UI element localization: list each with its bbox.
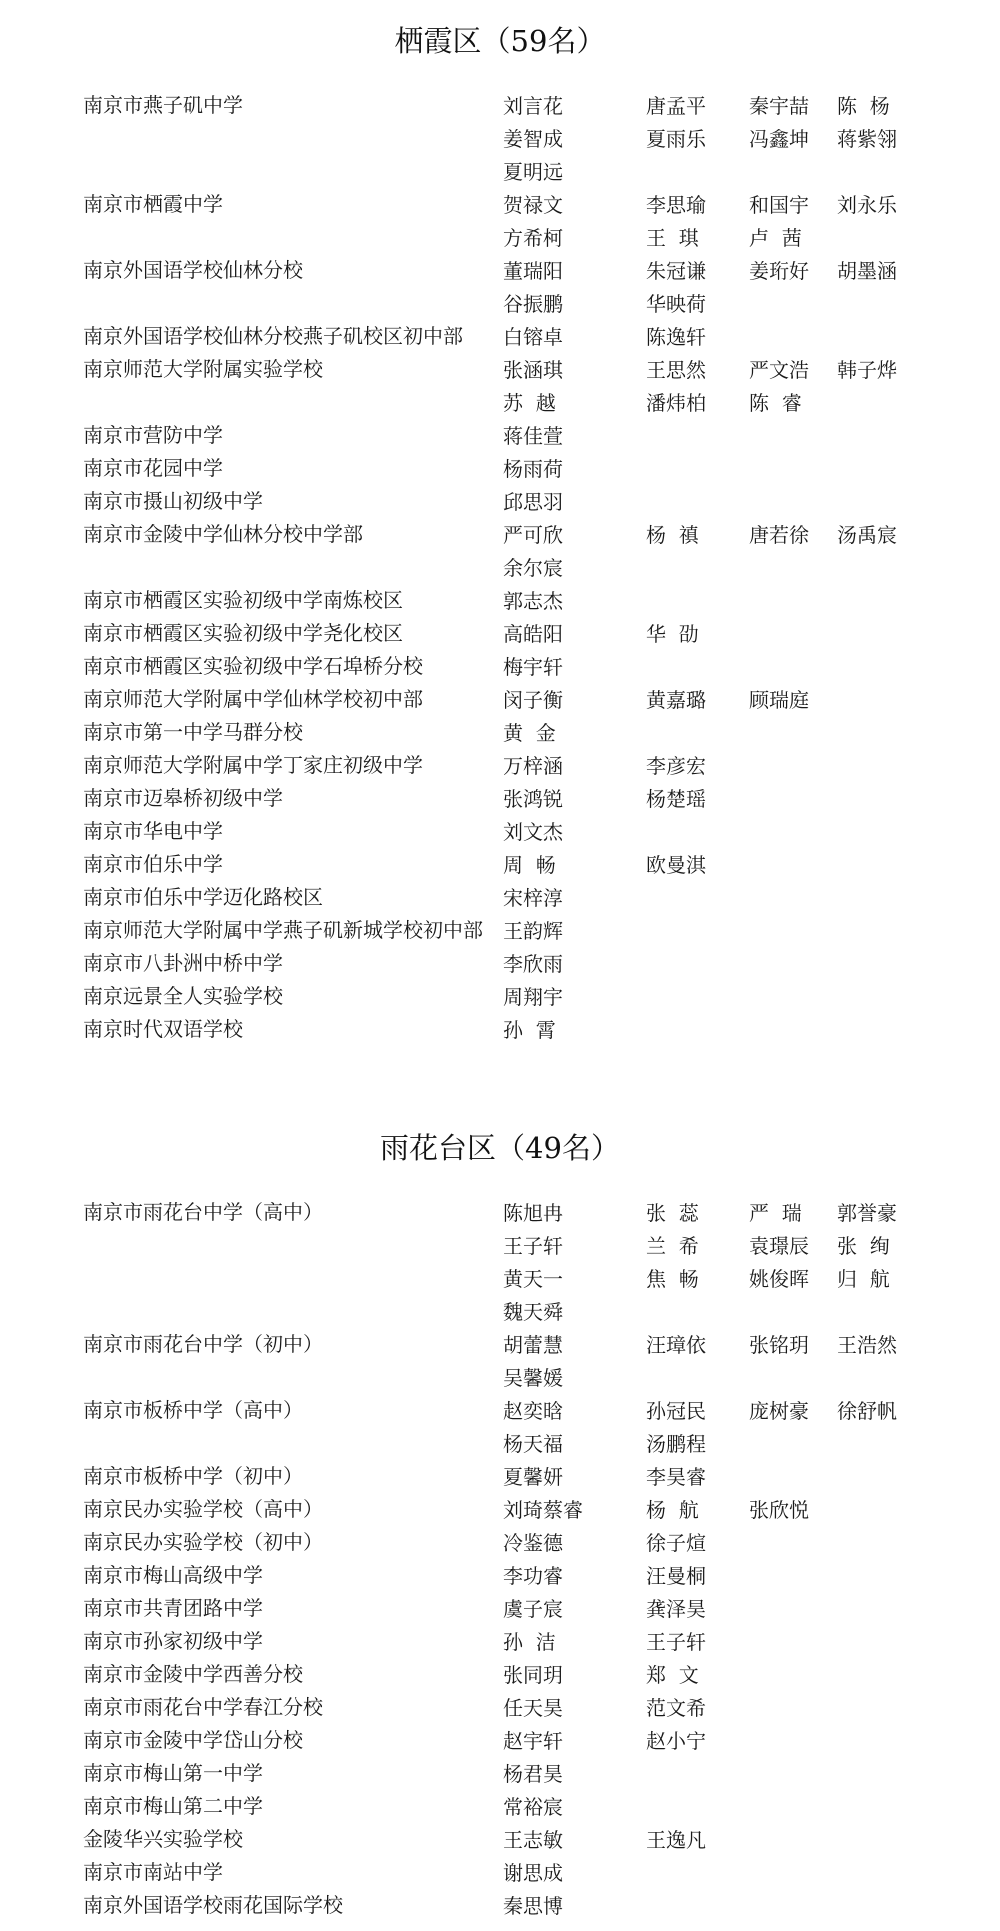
student-name: 袁璟辰 bbox=[749, 1234, 809, 1258]
name-line bbox=[503, 1890, 646, 1923]
student-name: 谷振鹏 bbox=[503, 292, 563, 316]
student-names bbox=[503, 981, 646, 1014]
school-row bbox=[0, 321, 1000, 354]
student-name: 姜珩好 bbox=[749, 259, 809, 283]
student-name: 王逸凡 bbox=[646, 1828, 706, 1852]
student-name: 华 劭 bbox=[646, 622, 699, 646]
student-name: 陈旭冉 bbox=[503, 1201, 563, 1225]
student-name: 韩子烨 bbox=[837, 358, 897, 382]
name-line bbox=[503, 552, 927, 585]
name-line bbox=[503, 321, 749, 354]
student-name: 秦思博 bbox=[503, 1894, 563, 1918]
school-name: 金陵华兴实验学校 bbox=[83, 1827, 243, 1851]
student-name: 蒋佳萱 bbox=[503, 424, 563, 448]
student-names bbox=[503, 684, 837, 717]
school-row bbox=[0, 1329, 1000, 1395]
student-name: 王志敏 bbox=[503, 1828, 563, 1852]
student-name: 苏 越 bbox=[503, 391, 556, 415]
school-list bbox=[0, 1197, 1000, 1923]
student-names bbox=[503, 1659, 749, 1692]
school-name: 南京市营防中学 bbox=[83, 423, 223, 447]
student-name: 夏明远 bbox=[503, 160, 563, 184]
school-row bbox=[0, 849, 1000, 882]
school-name: 南京市燕子矶中学 bbox=[83, 93, 243, 117]
school-name: 南京外国语学校仙林分校燕子矶校区初中部 bbox=[83, 324, 463, 348]
school-name: 南京外国语学校仙林分校 bbox=[83, 258, 303, 282]
school-name: 南京市栖霞中学 bbox=[83, 192, 223, 216]
name-line bbox=[503, 156, 927, 189]
section-title: 雨花台区（49名） bbox=[380, 1131, 620, 1165]
school-name: 南京市伯乐中学迈化路校区 bbox=[83, 885, 323, 909]
name-line bbox=[503, 387, 927, 420]
student-name: 宋梓淳 bbox=[503, 886, 563, 910]
school-name: 南京市金陵中学岱山分校 bbox=[83, 1728, 303, 1752]
name-line bbox=[503, 519, 927, 552]
student-name: 赵奕晗 bbox=[503, 1399, 563, 1423]
student-name: 姚俊晖 bbox=[749, 1267, 809, 1291]
school-name: 南京市伯乐中学 bbox=[83, 852, 223, 876]
school-row bbox=[0, 1527, 1000, 1560]
name-line bbox=[503, 1461, 749, 1494]
name-line bbox=[503, 882, 646, 915]
name-line bbox=[503, 618, 749, 651]
student-names bbox=[503, 1626, 749, 1659]
school-name: 南京市雨花台中学（初中） bbox=[83, 1332, 323, 1356]
student-name: 张 蕊 bbox=[646, 1201, 699, 1225]
student-name: 胡墨涵 bbox=[837, 259, 897, 283]
school-row bbox=[0, 486, 1000, 519]
student-name: 刘琦蔡睿 bbox=[503, 1498, 583, 1522]
school-row bbox=[0, 1824, 1000, 1857]
school-name: 南京市雨花台中学（高中） bbox=[83, 1200, 323, 1224]
student-name: 秦宇喆 bbox=[749, 94, 809, 118]
name-line bbox=[503, 1527, 749, 1560]
student-names bbox=[503, 948, 646, 981]
school-name: 南京外国语学校雨花国际学校 bbox=[83, 1893, 343, 1917]
name-line bbox=[503, 1197, 927, 1230]
school-name: 南京市八卦洲中桥中学 bbox=[83, 951, 283, 975]
student-name: 胡蕾慧 bbox=[503, 1333, 563, 1357]
school-row bbox=[0, 1659, 1000, 1692]
student-name: 徐舒帆 bbox=[837, 1399, 897, 1423]
student-name: 郭誉豪 bbox=[837, 1201, 897, 1225]
student-names bbox=[503, 849, 749, 882]
student-name: 王子轩 bbox=[646, 1630, 706, 1654]
school-row bbox=[0, 519, 1000, 585]
student-names bbox=[503, 1329, 927, 1395]
student-name: 孙 洁 bbox=[503, 1630, 556, 1654]
student-name: 杨 航 bbox=[646, 1498, 699, 1522]
name-line bbox=[503, 1296, 927, 1329]
student-name: 和国宇 bbox=[749, 193, 809, 217]
student-name: 黄 金 bbox=[503, 721, 556, 745]
student-names bbox=[503, 1395, 927, 1461]
student-name: 贺禄文 bbox=[503, 193, 563, 217]
student-name: 孙 霄 bbox=[503, 1018, 556, 1042]
school-row bbox=[0, 915, 1000, 948]
student-name: 王韵辉 bbox=[503, 919, 563, 943]
school-row bbox=[0, 750, 1000, 783]
school-row bbox=[0, 1560, 1000, 1593]
school-name: 南京市华电中学 bbox=[83, 819, 223, 843]
school-row bbox=[0, 948, 1000, 981]
name-line bbox=[503, 1014, 646, 1047]
school-name: 南京市南站中学 bbox=[83, 1860, 223, 1884]
student-names bbox=[503, 618, 749, 651]
name-line bbox=[503, 1593, 749, 1626]
school-row bbox=[0, 255, 1000, 321]
school-row bbox=[0, 90, 1000, 189]
school-row bbox=[0, 1626, 1000, 1659]
student-name: 焦 畅 bbox=[646, 1267, 699, 1291]
student-name: 卢 茜 bbox=[749, 226, 802, 250]
name-line bbox=[503, 849, 749, 882]
student-name: 汪璋依 bbox=[646, 1333, 706, 1357]
student-names bbox=[503, 882, 646, 915]
student-name: 杨君昊 bbox=[503, 1762, 563, 1786]
school-row bbox=[0, 420, 1000, 453]
name-line bbox=[503, 1824, 749, 1857]
student-name: 谢思成 bbox=[503, 1861, 563, 1885]
student-names bbox=[503, 1890, 646, 1923]
student-name: 唐孟平 bbox=[646, 94, 706, 118]
section-yuhuatai bbox=[0, 1121, 1000, 1923]
school-name: 南京师范大学附属中学丁家庄初级中学 bbox=[83, 753, 423, 777]
school-row bbox=[0, 717, 1000, 750]
name-line bbox=[503, 255, 927, 288]
name-line bbox=[503, 1329, 927, 1362]
student-name: 冷鉴德 bbox=[503, 1531, 563, 1555]
student-name: 王 琪 bbox=[646, 226, 699, 250]
student-names bbox=[503, 453, 646, 486]
name-line bbox=[503, 1230, 927, 1263]
school-row bbox=[0, 783, 1000, 816]
student-name: 孙冠民 bbox=[646, 1399, 706, 1423]
student-name: 张铭玥 bbox=[749, 1333, 809, 1357]
school-row bbox=[0, 1014, 1000, 1047]
school-row bbox=[0, 1791, 1000, 1824]
name-line bbox=[503, 1626, 749, 1659]
student-name: 王浩然 bbox=[837, 1333, 897, 1357]
student-names bbox=[503, 1758, 646, 1791]
name-line bbox=[503, 816, 646, 849]
student-name: 欧曼淇 bbox=[646, 853, 706, 877]
name-line bbox=[503, 420, 646, 453]
student-names bbox=[503, 1692, 749, 1725]
student-name: 杨楚瑶 bbox=[646, 787, 706, 811]
student-name: 严可欣 bbox=[503, 523, 563, 547]
school-row bbox=[0, 1593, 1000, 1626]
student-names bbox=[503, 189, 927, 255]
student-name: 余尔宸 bbox=[503, 556, 563, 580]
student-name: 归 航 bbox=[837, 1267, 890, 1291]
school-name: 南京市梅山第二中学 bbox=[83, 1794, 263, 1818]
student-name: 白镕卓 bbox=[503, 325, 563, 349]
student-name: 刘言花 bbox=[503, 94, 563, 118]
school-row bbox=[0, 816, 1000, 849]
student-names bbox=[503, 783, 749, 816]
student-names bbox=[503, 1461, 749, 1494]
student-name: 张 绚 bbox=[837, 1234, 890, 1258]
name-line bbox=[503, 486, 646, 519]
student-name: 汤鹏程 bbox=[646, 1432, 706, 1456]
school-name: 南京市板桥中学（高中） bbox=[83, 1398, 303, 1422]
student-name: 虞子宸 bbox=[503, 1597, 563, 1621]
school-row bbox=[0, 1725, 1000, 1758]
student-name: 陈 睿 bbox=[749, 391, 802, 415]
student-name: 顾瑞庭 bbox=[749, 688, 809, 712]
student-name: 刘永乐 bbox=[837, 193, 897, 217]
name-line bbox=[503, 1263, 927, 1296]
student-name: 郭志杰 bbox=[503, 589, 563, 613]
name-line bbox=[503, 222, 927, 255]
school-name: 南京市栖霞区实验初级中学石埠桥分校 bbox=[83, 654, 423, 678]
school-name: 南京市梅山高级中学 bbox=[83, 1563, 263, 1587]
student-name: 严 瑞 bbox=[749, 1201, 802, 1225]
student-name: 庞树豪 bbox=[749, 1399, 809, 1423]
name-line bbox=[503, 915, 646, 948]
school-name: 南京时代双语学校 bbox=[83, 1017, 243, 1041]
name-line bbox=[503, 189, 927, 222]
student-names bbox=[503, 90, 927, 189]
student-names bbox=[503, 420, 646, 453]
school-name: 南京师范大学附属中学仙林学校初中部 bbox=[83, 687, 423, 711]
school-name: 南京市摄山初级中学 bbox=[83, 489, 263, 513]
student-name: 李欣雨 bbox=[503, 952, 563, 976]
student-names bbox=[503, 750, 749, 783]
student-name: 魏天舜 bbox=[503, 1300, 563, 1324]
student-name: 李思瑜 bbox=[646, 193, 706, 217]
student-name: 潘炜柏 bbox=[646, 391, 706, 415]
student-name: 万梓涵 bbox=[503, 754, 563, 778]
name-line bbox=[503, 453, 646, 486]
student-names bbox=[503, 651, 646, 684]
school-name: 南京师范大学附属中学燕子矶新城学校初中部 bbox=[83, 918, 483, 942]
student-name: 董瑞阳 bbox=[503, 259, 563, 283]
name-line bbox=[503, 1395, 927, 1428]
school-row bbox=[0, 618, 1000, 651]
name-line bbox=[503, 585, 646, 618]
student-names bbox=[503, 1593, 749, 1626]
student-name: 方希柯 bbox=[503, 226, 563, 250]
student-name: 梅宇轩 bbox=[503, 655, 563, 679]
student-name: 张同玥 bbox=[503, 1663, 563, 1687]
student-name: 任天昊 bbox=[503, 1696, 563, 1720]
student-names bbox=[503, 717, 646, 750]
student-name: 蒋紫翎 bbox=[837, 127, 897, 151]
section-title: 栖霞区（59名） bbox=[394, 24, 606, 58]
school-name: 南京市花园中学 bbox=[83, 456, 223, 480]
student-name: 兰 希 bbox=[646, 1234, 699, 1258]
name-line bbox=[503, 717, 646, 750]
school-row bbox=[0, 981, 1000, 1014]
student-name: 夏雨乐 bbox=[646, 127, 706, 151]
school-name: 南京民办实验学校（初中） bbox=[83, 1530, 323, 1554]
student-names bbox=[503, 321, 749, 354]
section-qixia bbox=[0, 14, 1000, 1047]
student-names bbox=[503, 1824, 749, 1857]
name-line bbox=[503, 354, 927, 387]
student-name: 闵子衡 bbox=[503, 688, 563, 712]
student-name: 唐若徐 bbox=[749, 523, 809, 547]
school-row bbox=[0, 1197, 1000, 1329]
school-name: 南京市孙家初级中学 bbox=[83, 1629, 263, 1653]
student-name: 汤禹宸 bbox=[837, 523, 897, 547]
name-line bbox=[503, 981, 646, 1014]
school-name: 南京市金陵中学西善分校 bbox=[83, 1662, 303, 1686]
student-name: 张涵琪 bbox=[503, 358, 563, 382]
student-name: 姜智成 bbox=[503, 127, 563, 151]
school-name: 南京市共青团路中学 bbox=[83, 1596, 263, 1620]
school-name: 南京市板桥中学（初中） bbox=[83, 1464, 303, 1488]
school-row bbox=[0, 1395, 1000, 1461]
school-name: 南京师范大学附属实验学校 bbox=[83, 357, 323, 381]
name-line bbox=[503, 123, 927, 156]
student-names bbox=[503, 1527, 749, 1560]
student-name: 赵宇轩 bbox=[503, 1729, 563, 1753]
student-name: 杨雨荷 bbox=[503, 457, 563, 481]
name-line bbox=[503, 750, 749, 783]
student-names bbox=[503, 1791, 646, 1824]
student-name: 郑 文 bbox=[646, 1663, 699, 1687]
student-name: 徐子煊 bbox=[646, 1531, 706, 1555]
student-name: 王子轩 bbox=[503, 1234, 563, 1258]
name-line bbox=[503, 1494, 837, 1527]
student-name: 张鸿锐 bbox=[503, 787, 563, 811]
student-name: 华映荷 bbox=[646, 292, 706, 316]
student-name: 高皓阳 bbox=[503, 622, 563, 646]
student-name: 刘文杰 bbox=[503, 820, 563, 844]
name-line bbox=[503, 90, 927, 123]
name-line bbox=[503, 651, 646, 684]
student-name: 李彦宏 bbox=[646, 754, 706, 778]
student-name: 龚泽昊 bbox=[646, 1597, 706, 1621]
school-name: 南京远景全人实验学校 bbox=[83, 984, 283, 1008]
school-name: 南京市迈皋桥初级中学 bbox=[83, 786, 283, 810]
student-name: 李昊睿 bbox=[646, 1465, 706, 1489]
school-name: 南京市金陵中学仙林分校中学部 bbox=[83, 522, 363, 546]
school-name: 南京市第一中学马群分校 bbox=[83, 720, 303, 744]
name-line bbox=[503, 948, 646, 981]
name-line bbox=[503, 288, 927, 321]
student-name: 汪曼桐 bbox=[646, 1564, 706, 1588]
school-row bbox=[0, 882, 1000, 915]
school-name: 南京民办实验学校（高中） bbox=[83, 1497, 323, 1521]
student-name: 严文浩 bbox=[749, 358, 809, 382]
school-name: 南京市梅山第一中学 bbox=[83, 1761, 263, 1785]
student-name: 常裕宸 bbox=[503, 1795, 563, 1819]
student-name: 杨 禛 bbox=[646, 523, 699, 547]
name-line bbox=[503, 783, 749, 816]
student-name: 李功睿 bbox=[503, 1564, 563, 1588]
student-name: 杨天福 bbox=[503, 1432, 563, 1456]
school-list bbox=[0, 90, 1000, 1047]
name-line bbox=[503, 1758, 646, 1791]
student-names bbox=[503, 1197, 927, 1329]
student-name: 朱冠谦 bbox=[646, 259, 706, 283]
name-line bbox=[503, 1659, 749, 1692]
student-names bbox=[503, 585, 646, 618]
school-row bbox=[0, 1890, 1000, 1923]
school-row bbox=[0, 189, 1000, 255]
school-row bbox=[0, 1494, 1000, 1527]
student-name: 张欣悦 bbox=[749, 1498, 809, 1522]
student-names bbox=[503, 1560, 749, 1593]
school-row bbox=[0, 1857, 1000, 1890]
student-name: 冯鑫坤 bbox=[749, 127, 809, 151]
name-line bbox=[503, 1428, 927, 1461]
student-names bbox=[503, 255, 927, 321]
name-line bbox=[503, 1362, 927, 1395]
student-name: 夏馨妍 bbox=[503, 1465, 563, 1489]
student-name: 陈 杨 bbox=[837, 94, 890, 118]
student-name: 赵小宁 bbox=[646, 1729, 706, 1753]
school-row bbox=[0, 354, 1000, 420]
student-name: 范文希 bbox=[646, 1696, 706, 1720]
student-names bbox=[503, 816, 646, 849]
student-names bbox=[503, 486, 646, 519]
name-line bbox=[503, 1725, 749, 1758]
school-row bbox=[0, 1692, 1000, 1725]
name-line bbox=[503, 684, 837, 717]
name-line bbox=[503, 1791, 646, 1824]
student-name: 周翔宇 bbox=[503, 985, 563, 1009]
student-name: 陈逸轩 bbox=[646, 325, 706, 349]
student-names bbox=[503, 1857, 646, 1890]
school-name: 南京市栖霞区实验初级中学南炼校区 bbox=[83, 588, 403, 612]
school-row bbox=[0, 1461, 1000, 1494]
student-names bbox=[503, 1725, 749, 1758]
school-name: 南京市栖霞区实验初级中学尧化校区 bbox=[83, 621, 403, 645]
student-names bbox=[503, 354, 927, 420]
student-name: 邱思羽 bbox=[503, 490, 563, 514]
student-names bbox=[503, 915, 646, 948]
school-row bbox=[0, 585, 1000, 618]
school-row bbox=[0, 684, 1000, 717]
student-name: 黄天一 bbox=[503, 1267, 563, 1291]
name-line bbox=[503, 1857, 646, 1890]
name-line bbox=[503, 1692, 749, 1725]
student-names bbox=[503, 519, 927, 585]
student-names bbox=[503, 1494, 837, 1527]
student-name: 吴馨媛 bbox=[503, 1366, 563, 1390]
name-line bbox=[503, 1560, 749, 1593]
school-name: 南京市雨花台中学春江分校 bbox=[83, 1695, 323, 1719]
student-name: 周 畅 bbox=[503, 853, 556, 877]
student-names bbox=[503, 1014, 646, 1047]
student-name: 王思然 bbox=[646, 358, 706, 382]
school-row bbox=[0, 1758, 1000, 1791]
school-row bbox=[0, 651, 1000, 684]
student-name: 黄嘉璐 bbox=[646, 688, 706, 712]
school-row bbox=[0, 453, 1000, 486]
